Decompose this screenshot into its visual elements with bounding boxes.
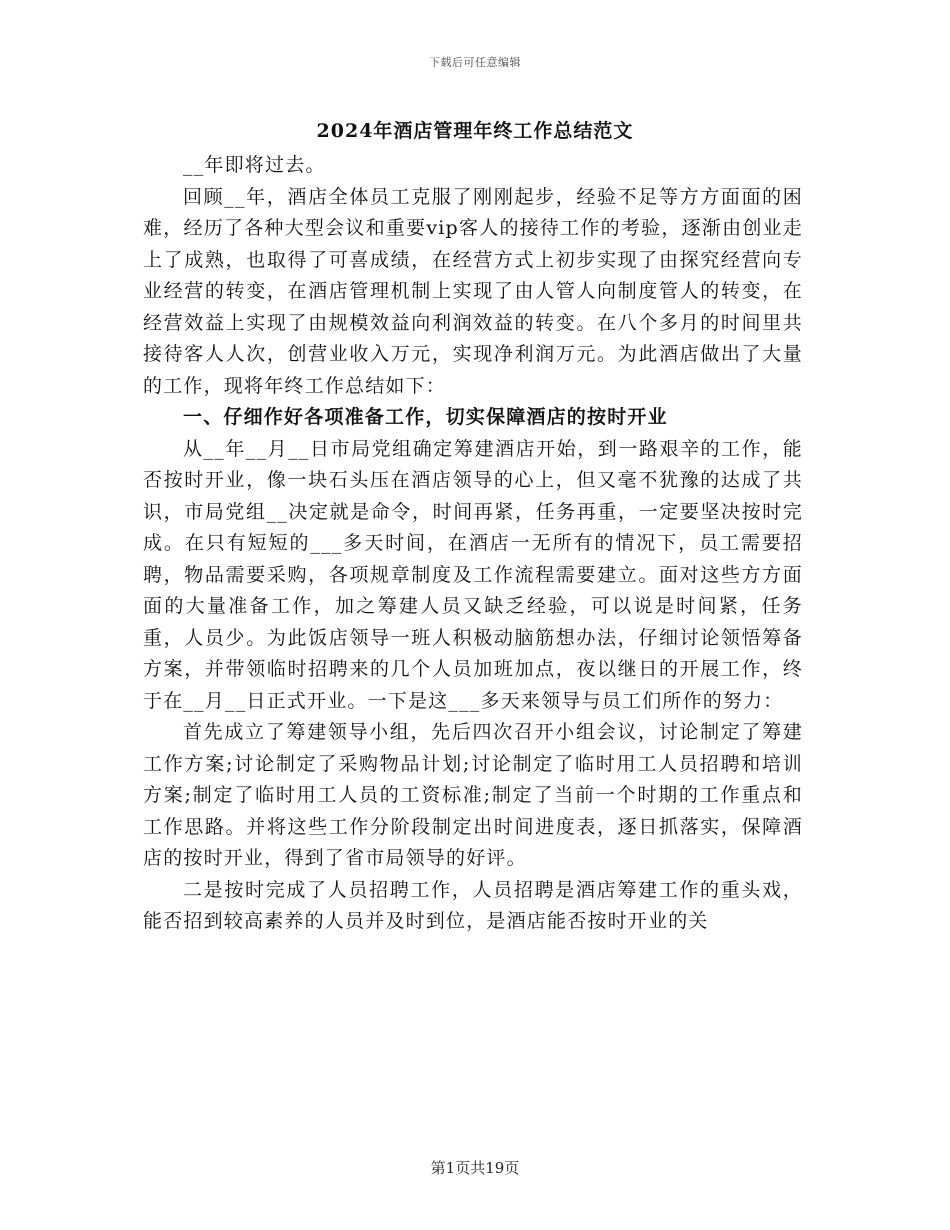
- paragraph-review: 回顾__年，酒店全体员工克服了刚刚起步，经验不足等方方面面的困难，经历了各种大型会议和重要vip客人的接待工作的考验，逐渐由创业走上了成熟，也取得了可喜成绩，在经营方式上初步实现了由探究经营向专业经营的转变，在酒店管理机制上实现了由人管人向制度管人的转变，在经营效益上实现了由规模效益向利润效益的转变。在八个多月的时间里共接待客人人次，创营业收入万元，实现净利润万元。为此酒店做出了大量的工作，现将年终工作总结如下：: [143, 185, 803, 397]
- paragraph-intro: __年即将过去。: [183, 154, 326, 176]
- section-heading: 一、仔细作好各项准备工作，切实保障酒店的按时开业: [183, 406, 668, 428]
- page-header: 下载后可任意编辑: [429, 56, 521, 69]
- paragraph-preparation: 从__年__月__日市局党组确定筹建酒店开始，到一路艰辛的工作，能否按时开业，像一块石头压在酒店领导的心上，但又毫不犹豫的达成了共识，市局党组__决定就是命令，时间再紧，任务再重，一定要坚决按时完成。在只有短短的___多天时间，在酒店一无所有的情况下，员工需要招聘，物品需要采购，各项规章制度及工作流程需要建立。面对这些方方面面的大量准备工作，加之筹建人员又缺乏经验，可以说是时间紧，任务重，人员少。为此饭店领导一班人积极动脑筋想办法，仔细讨论领悟筹备方案，并带领临时招聘来的几个人员加班加点，夜以继日的开展工作，终于在__月__日正式开业。一下是这___多天来领导与员工们所作的努力：: [143, 437, 803, 712]
- document-title: 2024年酒店管理年终工作总结范文: [316, 120, 634, 142]
- paragraph-first: 首先成立了筹建领导小组，先后四次召开小组会议，讨论制定了筹建工作方案;讨论制定了采购物品计划;讨论制定了临时用工人员招聘和培训方案;制定了临时用工人员的工资标准;制定了当前一个时期的工作重点和工作思路。并将这些工作分阶段制定出时间进度表，逐日抓落实，保障酒店的按时开业，得到了省市局领导的好评。: [143, 721, 803, 869]
- document-body: [143, 150, 803, 938]
- page-footer: 第1页共19页: [430, 1159, 520, 1177]
- paragraph-second: 二是按时完成了人员招聘工作，人员招聘是酒店筹建工作的重头戏，能否招到较高素养的人员并及时到位，是酒店能否按时开业的关: [143, 878, 803, 932]
